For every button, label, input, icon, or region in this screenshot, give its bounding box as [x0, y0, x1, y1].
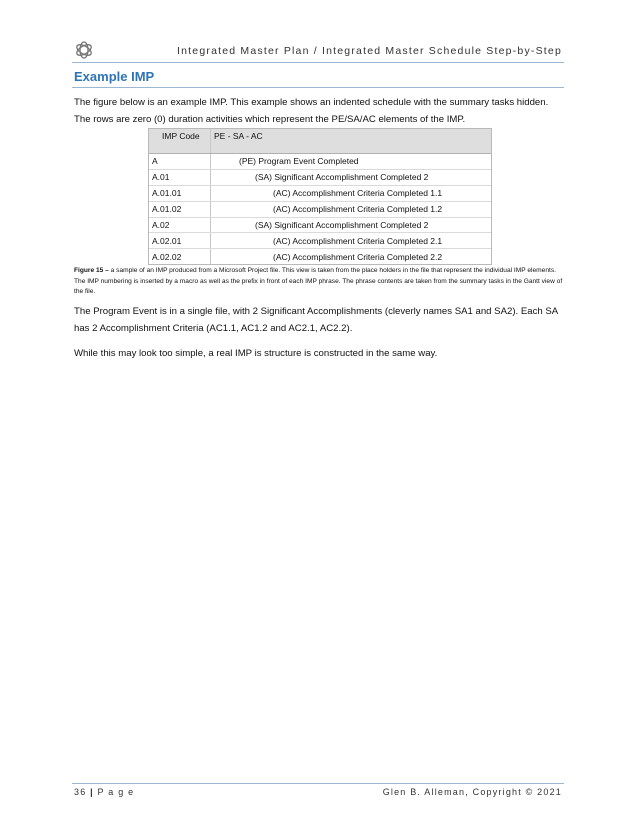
header-divider [72, 62, 564, 63]
page-number-value: 36 [74, 787, 87, 797]
column-header-pe-sa-ac: PE - SA - AC [214, 131, 263, 141]
imp-element-cell: (AC) Accomplishment Criteria Completed 2.1 [273, 235, 443, 246]
footer-divider [72, 783, 564, 784]
table-row [149, 154, 491, 170]
copyright-notice: Glen B. Alleman, Copyright © 2021 [382, 787, 562, 797]
table-row [149, 249, 491, 264]
imp-element-cell: (AC) Accomplishment Criteria Completed 1.1 [273, 188, 443, 199]
figure-caption-label: Figure 15 – [74, 267, 109, 274]
column-header-imp-code: IMP Code [149, 129, 211, 153]
page-word: P a g e [97, 787, 135, 797]
figure-caption [74, 266, 566, 298]
figure-caption-text: a sample of an IMP produced from a Microsoft Project file. This view is taken from the place holders in the file that represent the individual IMP elements. The IMP numbering is inserted by a macro as well as the prefix in front of each IMP phrase. The phrase contents are taken from the summary tasks in the Gantt view of the file. [74, 267, 563, 296]
imp-element-cell: (AC) Accomplishment Criteria Completed 1.2 [273, 204, 443, 215]
imp-element-cell: (SA) Significant Accomplishment Completed 2 [255, 220, 429, 230]
imp-code-cell: A.01.02 [149, 202, 211, 217]
imp-code-cell: A.01.01 [149, 186, 211, 201]
imp-table [148, 128, 492, 265]
section-heading: Example IMP [74, 69, 155, 84]
heading-divider [72, 87, 564, 88]
imp-element-cell: (SA) Significant Accomplishment Completed 2 [255, 172, 429, 183]
imp-element-cell: (AC) Accomplishment Criteria Completed 2.2 [273, 251, 443, 262]
imp-code-cell: A.01 [149, 170, 211, 185]
program-event-paragraph: The Program Event is in a single file, with 2 Significant Accomplishments (cleverly names SA1 and SA2). Each SA has 2 Accomplishment Criteria (AC1.1, AC1.2 and AC2.1, AC2.2). [74, 306, 558, 334]
page-number [74, 787, 134, 797]
table-row [149, 218, 491, 234]
imp-table-header [149, 129, 491, 154]
table-row [149, 233, 491, 249]
knot-logo-icon [74, 40, 94, 60]
table-row [149, 170, 491, 186]
running-header-title: Integrated Master Plan / Integrated Master Schedule Step-by-Step [177, 45, 562, 57]
imp-element-cell: (PE) Program Event Completed [239, 156, 359, 167]
closing-paragraph: While this may look too simple, a real IMP is structure is constructed in the same way. [74, 348, 438, 359]
intro-paragraph: The figure below is an example IMP. This example shows an indented schedule with the summary tasks hidden. The rows are zero (0) duration activities which represent the PE/SA/AC elements of the IMP. [74, 97, 549, 125]
table-row [149, 186, 491, 202]
imp-code-cell: A.02.02 [149, 249, 211, 264]
page-separator: | [86, 787, 98, 797]
imp-code-cell: A [149, 154, 211, 169]
imp-code-cell: A.02 [149, 218, 211, 233]
table-row [149, 202, 491, 218]
imp-code-cell: A.02.01 [149, 233, 211, 248]
